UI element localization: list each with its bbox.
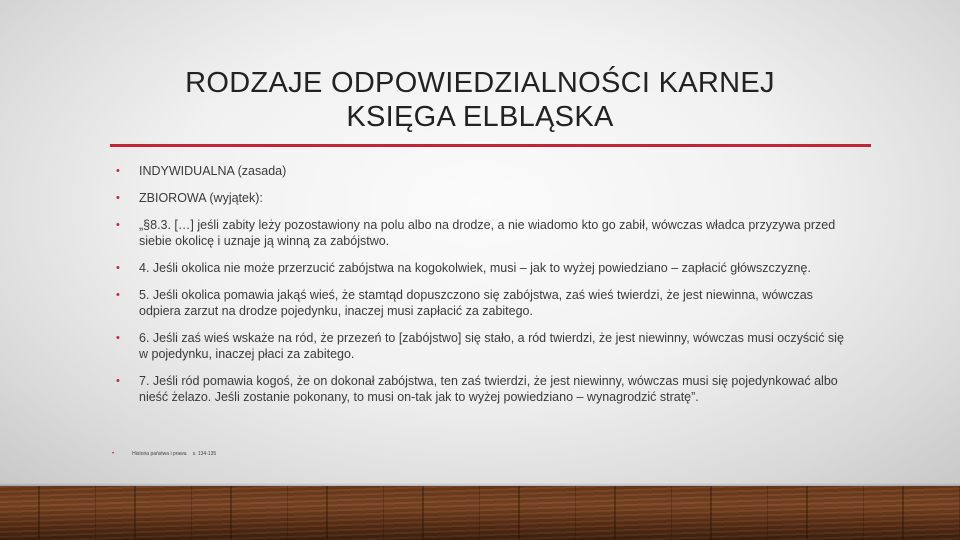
- bullet-text: 4. Jeśli okolica nie może przerzucić zabójstwa na kogokolwiek, musi – jak to wyżej powiedziano – zapłacić główszczyznę.: [139, 261, 811, 275]
- wooden-floor: [0, 486, 960, 540]
- bullet-text: 6. Jeśli zaś wieś wskaże na ród, że przezeń to [zabójstwo] się stało, a ród twierdzi, że jest niewinny, wówczas musi oczyścić się w pojedynku, inaczej płaci za zabitego.: [139, 331, 844, 361]
- bullet-item: [112, 287, 852, 319]
- bullet-text: ZBIOROWA (wyjątek):: [139, 191, 263, 205]
- bullet-list: [112, 163, 852, 416]
- bullet-dot-icon: •: [116, 375, 120, 387]
- bullet-dot-icon: •: [116, 192, 120, 204]
- bullet-item: [112, 330, 852, 362]
- bullet-text: 7. Jeśli ród pomawia kogoś, że on dokonał zabójstwa, ten zaś twierdzi, że jest niewinny, wówczas musi się pojedynkować albo nieść żelazo. Jeśli zostanie pokonany, to musi on-tak jak to wyżej powiedziano – wynagrodzić stratę”.: [139, 374, 838, 404]
- footnote: [112, 451, 216, 457]
- bullet-item: [112, 373, 852, 405]
- title-line-2: KSIĘGA ELBLĄSKA: [346, 101, 614, 133]
- footnote-pages: s. 134-135: [192, 451, 217, 457]
- bullet-text: 5. Jeśli okolica pomawia jakąś wieś, że stamtąd dopuszczono się zabójstwa, zaś wieś twierdzi, że jest niewinna, wówczas odpiera zarzut na drodze pojedynku, inaczej musi zapłacić za zabitego.: [139, 288, 813, 318]
- bullet-dot-icon: •: [116, 262, 120, 274]
- bullet-dot-icon: •: [116, 332, 120, 344]
- footnote-dot-icon: •: [112, 451, 115, 457]
- bullet-item: [112, 190, 852, 206]
- bullet-item: [112, 260, 852, 276]
- bullet-dot-icon: •: [116, 289, 120, 301]
- bullet-item: [112, 163, 852, 179]
- bullet-text: „§8.3. […] jeśli zabity leży pozostawiony na polu albo na drodze, a nie wiadomo kto go zabił, wówczas władca przyzywa przed siebie okolicę i uznaje ją winną za zabójstwo.: [139, 218, 836, 248]
- bullet-item: [112, 217, 852, 249]
- title-underline: [110, 144, 871, 147]
- bullet-text: INDYWIDUALNA (zasada): [139, 164, 287, 178]
- footnote-source: Historia państwa i prawa: [132, 451, 187, 457]
- title-line-1: RODZAJE ODPOWIEDZIALNOŚCI KARNEJ: [185, 67, 775, 99]
- bullet-dot-icon: •: [116, 165, 120, 177]
- bullet-dot-icon: •: [116, 219, 120, 231]
- slide-title: [120, 66, 840, 134]
